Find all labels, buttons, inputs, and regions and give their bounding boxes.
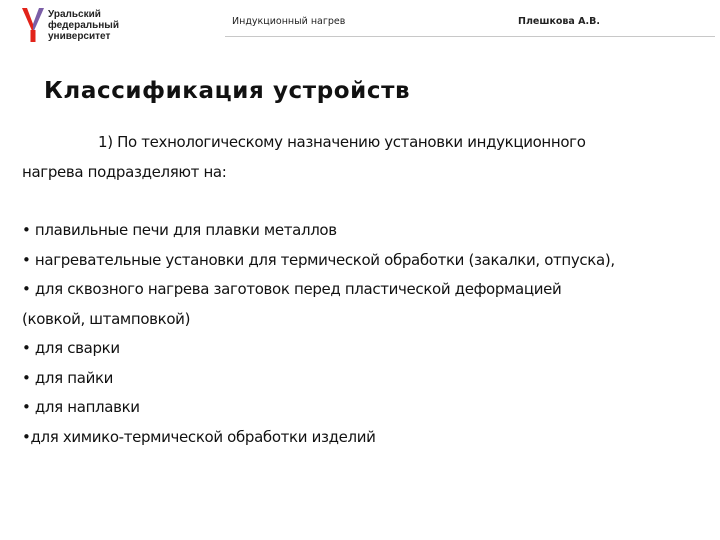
- list-item: • для сквозного нагрева заготовок перед пластической деформацией: [22, 280, 562, 298]
- intro-line: 1) По технологическому назначению установки индукционного: [98, 133, 586, 151]
- logo-text: [48, 9, 119, 42]
- urfu-logo-icon: [22, 8, 44, 42]
- list-item: • для пайки: [22, 368, 114, 387]
- logo-line: федеральный: [48, 20, 119, 31]
- spacer: [22, 187, 692, 216]
- intro-line: нагрева подразделяют на:: [22, 162, 227, 181]
- header-divider: [225, 36, 715, 37]
- university-logo: [22, 8, 132, 42]
- logo-line: университет: [48, 31, 111, 42]
- list-item: • плавильные печи для плавки металлов: [22, 221, 337, 239]
- page-title: Классификация устройств: [44, 78, 411, 104]
- header-author: Плешкова А.В.: [518, 16, 600, 27]
- list-item: • для наплавки: [22, 398, 140, 416]
- slide-content: [22, 128, 692, 452]
- list-item: • для сварки: [22, 339, 120, 357]
- list-item: •для химико-термической обработки изделий: [22, 427, 376, 446]
- list-item: • нагревательные установки для термической обработки (закалки, отпуска),: [22, 250, 615, 269]
- header-course-title: Индукционный нагрев: [232, 16, 346, 27]
- logo-line: Уральский: [48, 9, 101, 20]
- list-item: (ковкой, штамповкой): [22, 309, 191, 328]
